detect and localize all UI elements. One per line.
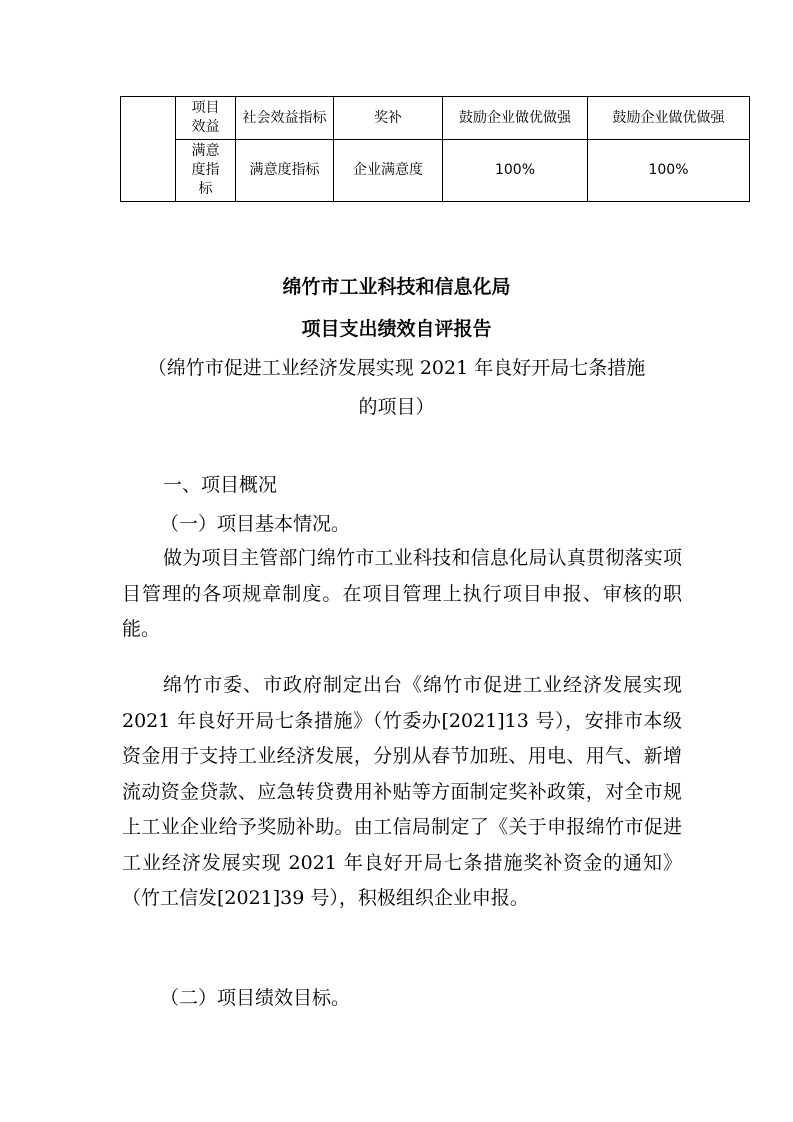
report-subtitle-line1: （绵竹市促进工业经济发展实现 2021 年良好开局七条措施 [147, 357, 646, 379]
table-cell: 奖补 [334, 97, 443, 140]
subsection-heading: （一）项目基本情况。 [160, 513, 351, 535]
report-title-org: 绵竹市工业科技和信息化局 [282, 276, 511, 298]
table-cell: 社会效益指标 [236, 97, 334, 140]
table-cell: 100% [443, 140, 588, 202]
table-cell: 企业满意度 [334, 140, 443, 202]
table-cell: 满意度指标 [236, 140, 334, 202]
table-row [121, 140, 750, 202]
table-cell: 100% [588, 140, 750, 202]
body-paragraph: 绵竹市委、市政府制定出台《绵竹市促进工业经济发展实现 2021 年良好开局七条措施》（竹委办[2021]13 号），安排市本级资金用于支持工业经济发展，分别从春节加班、用电、用气、新增流动资金贷款、应急转贷费用补贴等方面制定奖补政策，对全市规上工业企业给予奖励补助。由工信局制定了《关于申报绵竹市促进工业经济发展实现 2021 年良好开局七条措施奖补资金的通知》（竹工信发[2021]39 号），积极组织企业申报。 [122, 674, 682, 909]
report-subtitle-line2: 的项目） [358, 396, 435, 418]
table-cell-merged [121, 97, 176, 202]
body-paragraph: 做为项目主管部门绵竹市工业科技和信息化局认真贯彻落实项目管理的各项规章制度。在项目管理上执行项目申报、审核的职能。 [122, 547, 682, 640]
section-heading: 一、项目概况 [163, 474, 278, 496]
table-cell: 鼓励企业做优做强 [588, 97, 750, 140]
report-title: 项目支出绩效自评报告 [301, 318, 492, 340]
table-cell: 项目效益 [176, 97, 236, 140]
table-cell: 满意度指标 [176, 140, 236, 202]
table-row [121, 97, 750, 140]
subsection-heading: （二）项目绩效目标。 [160, 987, 351, 1009]
performance-table [120, 96, 750, 202]
table-cell: 鼓励企业做优做强 [443, 97, 588, 140]
